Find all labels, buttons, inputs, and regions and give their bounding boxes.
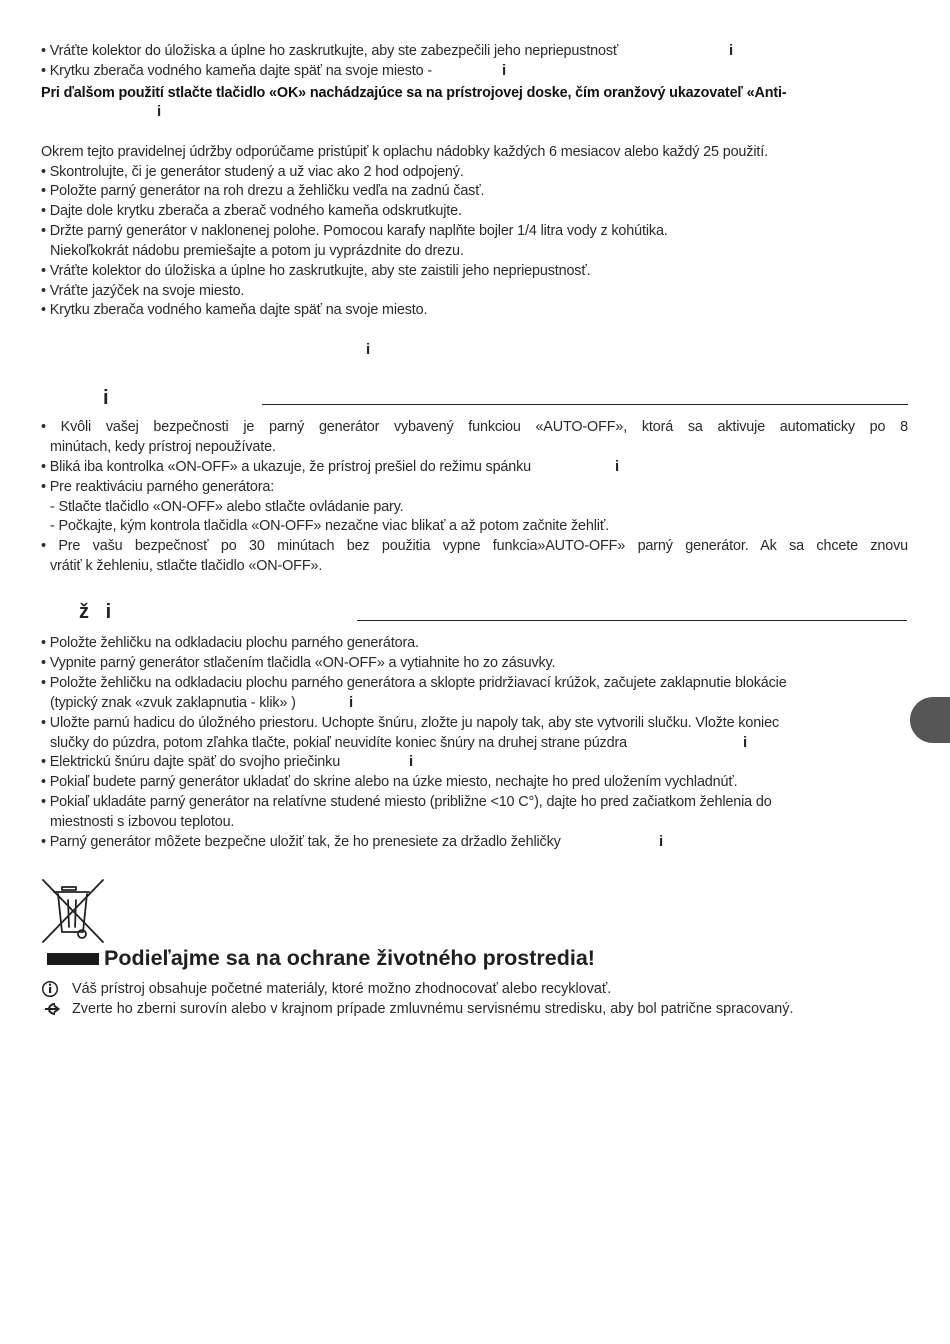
text-line: • Vráťte jazýček na svoje miesto.	[41, 283, 245, 299]
text-line: • Parný generátor môžete bezpečne uložiť tak, že ho prenesiete za držadlo žehličky	[41, 834, 561, 850]
text-line: miestnosti s izbovou teplotou.	[50, 814, 235, 830]
text-line: vrátiť k žehleniu, stlačte tlačidlo «ON-OFF».	[50, 558, 323, 574]
text-line: • Pokiaľ budete parný generátor ukladať do skrine alebo na úzke miesto, nechajte ho pred uložením vychladnúť.	[41, 774, 738, 790]
marker-i: i	[409, 753, 414, 770]
text-line: • Bliká iba kontrolka «ON-OFF» a ukazuje, že prístroj prešiel do režimu spánku	[41, 459, 532, 475]
text-line: • Držte parný generátor v naklonenej polohe. Pomocou karafy naplňte bojler 1/4 litra vody z kohútika.	[41, 223, 668, 239]
text-line: • Pre reaktiváciu parného generátora:	[41, 479, 275, 495]
text-line: • Skontrolujte, či je generátor studený a už viac ako 2 hod odpojený.	[41, 164, 464, 180]
text-line: • Vráťte kolektor do úložiska a úplne ho zaskrutkujte, aby ste zaistili jeho nepriepustnosť.	[41, 263, 591, 279]
environment-title: Podieľajme sa na ochrane životného prostredia!	[104, 946, 595, 970]
marker-i: i	[743, 734, 748, 751]
text-line: Okrem tejto pravidelnej údržby odporúčame pristúpiť k oplachu nádobky každých 6 mesiacov alebo každý 25 použití.	[41, 144, 768, 160]
text-line: • Dajte dole krytku zberača a zberač vodného kameňa odskrutkujte.	[41, 203, 462, 219]
text-line: - Počkajte, kým kontrola tlačidla «ON-OFF» nezačne viac blikať a až potom začnite žehliť.	[50, 518, 609, 534]
environment-item: Zverte ho zberni surovín alebo v krajnom prípade zmluvnému servisnému stredisku, aby bol patrične spracovaný.	[72, 1001, 794, 1017]
text-line: • Krytku zberača vodného kameňa dajte späť na svoje miesto.	[41, 302, 428, 318]
marker-i: i	[615, 458, 620, 475]
text-line: • Položte parný generátor na roh drezu a žehličku vedľa na zadnú časť.	[41, 183, 485, 199]
arrow-right-icon	[41, 1000, 61, 1018]
text-line: • Položte žehličku na odkladaciu plochu parného generátora a sklopte pridržiavací krúžok, začujete zaklapnutie blokácie	[41, 675, 787, 691]
text-line: minútach, kedy prístroj nepoužívate.	[50, 439, 276, 455]
text-line: • Krytku zberača vodného kameňa dajte späť na svoje miesto -	[41, 63, 432, 79]
text-line: - Stlačte tlačidlo «ON-OFF» alebo stlačte ovládanie pary.	[50, 499, 404, 515]
marker-i: i	[366, 341, 371, 358]
text-line: • Vypnite parný generátor stlačením tlačidla «ON-OFF» a vytiahnite ho zo zásuvky.	[41, 655, 556, 671]
text-line: • Pre vašu bezpečnosť po 30 minútach bez použitia vypne funkcia»AUTO-OFF» parný generátor. Ak sa chcete znovu	[41, 538, 908, 554]
text-line: • Uložte parnú hadicu do úložného priestoru. Uchopte šnúru, zložte ju napoly tak, aby ste vytvorili slučku. Vložte koniec	[41, 715, 780, 731]
section-heading: ž i	[79, 601, 112, 623]
marker-i: i	[157, 103, 162, 120]
text-line: (typický znak «zvuk zaklapnutia - klik» )	[50, 695, 296, 711]
section-rule	[357, 620, 907, 621]
marker-i: i	[729, 42, 734, 59]
text-line: • Elektrickú šnúru dajte späť do svojho priečinku	[41, 754, 341, 770]
section-rule	[262, 404, 908, 405]
chapter-tab	[910, 697, 950, 743]
environment-item: Váš prístroj obsahuje početné materiály, ktoré možno zhodnocovať alebo recyklovať.	[72, 981, 612, 997]
text-line: • Vráťte kolektor do úložiska a úplne ho zaskrutkujte, aby ste zabezpečili jeho nepriepustnosť	[41, 43, 619, 59]
text-line: • Položte žehličku na odkladaciu plochu parného generátora.	[41, 635, 419, 651]
section-bar	[47, 953, 99, 965]
marker-i: i	[349, 694, 354, 711]
text-line: slučky do púzdra, potom zľahka tlačte, pokiaľ neuvidíte koniec šnúry na druhej strane púzdra	[50, 735, 627, 751]
info-icon	[41, 980, 61, 998]
bold-instruction: Pri ďalšom použití stlačte tlačidlo «OK» nachádzajúce sa na prístrojovej doske, čím oranžový ukazovateľ «Anti-	[41, 85, 787, 101]
text-line: • Kvôli vašej bezpečnosti je parný generátor vybavený funkciou «AUTO-OFF», ktorá sa aktivuje automaticky po 8	[41, 419, 908, 435]
crossed-out-wheelie-bin-icon	[41, 878, 105, 944]
marker-i: i	[659, 833, 664, 850]
text-line: Niekoľkokrát nádobu premiešajte a potom ju vyprázdnite do drezu.	[50, 243, 464, 259]
marker-i: i	[502, 62, 507, 79]
section-heading: i	[103, 387, 109, 409]
text-line: • Pokiaľ ukladáte parný generátor na relatívne studené miesto (približne <10 C°), dajte ho pred začiatkom žehlenia do	[41, 794, 772, 810]
